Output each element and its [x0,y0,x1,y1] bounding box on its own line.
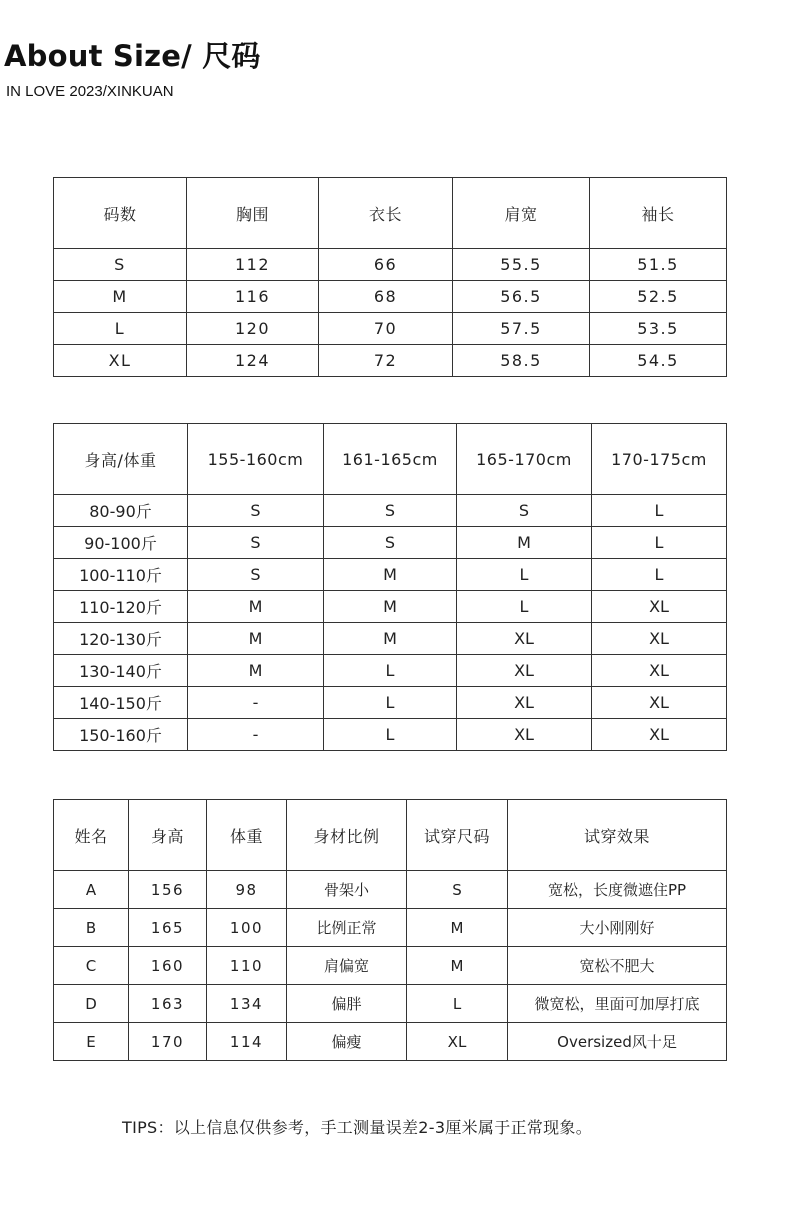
table-cell: 100-110斤 [54,559,188,591]
table-row [54,345,727,377]
table-cell: XL [592,591,727,623]
table-cell: L [592,527,727,559]
table-cell: M [457,527,592,559]
header-cell: 衣长 [319,178,453,249]
table-cell: S [188,495,324,527]
table-cell: M [407,909,508,947]
header-cell: 码数 [54,178,187,249]
table-cell: 124 [187,345,319,377]
header-cell: 体重 [207,800,287,871]
table-cell: 160 [129,947,207,985]
table-cell: 120 [187,313,319,345]
table-cell: A [54,871,129,909]
table-cell: L [457,591,592,623]
tips-note: TIPS：以上信息仅供参考，手工测量误差2-3厘米属于正常现象。 [122,1118,593,1137]
table-cell: S [188,527,324,559]
table-cell: 比例正常 [287,909,407,947]
header-cell: 165-170cm [457,424,592,495]
table-header-row [54,178,727,249]
table-cell: S [54,249,187,281]
table-cell: 55.5 [453,249,590,281]
table-row [54,281,727,313]
table-cell: XL [592,655,727,687]
table-cell: D [54,985,129,1023]
header-cell: 170-175cm [592,424,727,495]
table-cell: XL [592,623,727,655]
table-cell: 163 [129,985,207,1023]
table-header-row [54,800,727,871]
table-cell: M [188,623,324,655]
table-cell: 肩偏宽 [287,947,407,985]
table-cell: 偏瘦 [287,1023,407,1061]
table-cell: L [407,985,508,1023]
table-cell: L [324,719,457,751]
table-cell: 114 [207,1023,287,1061]
table-row [54,947,727,985]
table-row [54,909,727,947]
table-cell: C [54,947,129,985]
table-cell: - [188,687,324,719]
table-header-row [54,424,727,495]
table-cell: 56.5 [453,281,590,313]
table-cell: 70 [319,313,453,345]
header-cell: 身高 [129,800,207,871]
table-row [54,313,727,345]
table-cell: 52.5 [590,281,727,313]
header-cell: 161-165cm [324,424,457,495]
table-cell: XL [592,687,727,719]
table-cell: XL [54,345,187,377]
table-row [54,871,727,909]
table-cell: 51.5 [590,249,727,281]
table-cell: 68 [319,281,453,313]
table-row [54,527,727,559]
table-row [54,495,727,527]
table-cell: M [188,655,324,687]
header-cell: 胸围 [187,178,319,249]
table-cell: XL [457,687,592,719]
header-cell: 身高/体重 [54,424,188,495]
table-cell: XL [457,623,592,655]
table-row [54,687,727,719]
table-cell: 80-90斤 [54,495,188,527]
table-cell: 54.5 [590,345,727,377]
table-cell: 100 [207,909,287,947]
header-cell: 试穿尺码 [407,800,508,871]
table-cell: B [54,909,129,947]
table-cell: S [324,495,457,527]
table-cell: 170 [129,1023,207,1061]
table-cell: 骨架小 [287,871,407,909]
table-cell: 116 [187,281,319,313]
table-cell: 66 [319,249,453,281]
table-row [54,1023,727,1061]
table-cell: 宽松不肥大 [508,947,727,985]
table-cell: L [54,313,187,345]
table-row [54,623,727,655]
table-cell: 134 [207,985,287,1023]
table-cell: Oversized风十足 [508,1023,727,1061]
table-cell: L [324,655,457,687]
table-cell: S [188,559,324,591]
header-cell: 袖长 [590,178,727,249]
table-cell: 98 [207,871,287,909]
table-row [54,591,727,623]
table-cell: 微宽松，里面可加厚打底 [508,985,727,1023]
table-cell: 110-120斤 [54,591,188,623]
table-cell: 150-160斤 [54,719,188,751]
size-chart-table [53,177,727,377]
table-row [54,249,727,281]
table-cell: 偏胖 [287,985,407,1023]
table-row [54,985,727,1023]
table-row [54,655,727,687]
header-cell: 姓名 [54,800,129,871]
table-cell: M [407,947,508,985]
size-recommendation-table [53,423,727,751]
table-cell: 130-140斤 [54,655,188,687]
table-cell: 112 [187,249,319,281]
table-cell: M [54,281,187,313]
page-subtitle: IN LOVE 2023/XINKUAN [6,83,174,100]
table-cell: XL [592,719,727,751]
table-cell: 53.5 [590,313,727,345]
table-cell: 大小刚刚好 [508,909,727,947]
table-cell: 140-150斤 [54,687,188,719]
table-cell: 宽松，长度微遮住PP [508,871,727,909]
table-cell: M [188,591,324,623]
page-title: About Size/ 尺码 [4,39,261,73]
table-cell: M [324,623,457,655]
table-cell: L [324,687,457,719]
table-cell: XL [457,719,592,751]
table-cell: 57.5 [453,313,590,345]
table-cell: L [592,559,727,591]
table-cell: S [457,495,592,527]
table-row [54,559,727,591]
header-cell: 肩宽 [453,178,590,249]
table-cell: M [324,591,457,623]
table-cell: 120-130斤 [54,623,188,655]
header-cell: 试穿效果 [508,800,727,871]
table-cell: E [54,1023,129,1061]
header-cell: 身材比例 [287,800,407,871]
table-cell: - [188,719,324,751]
table-cell: XL [457,655,592,687]
table-cell: XL [407,1023,508,1061]
table-cell: 72 [319,345,453,377]
table-cell: 110 [207,947,287,985]
table-cell: S [407,871,508,909]
table-cell: L [592,495,727,527]
table-cell: M [324,559,457,591]
table-cell: 58.5 [453,345,590,377]
table-row [54,719,727,751]
table-cell: S [324,527,457,559]
header-cell: 155-160cm [188,424,324,495]
table-cell: 156 [129,871,207,909]
try-on-table [53,799,727,1061]
table-cell: 165 [129,909,207,947]
table-cell: 90-100斤 [54,527,188,559]
table-cell: L [457,559,592,591]
